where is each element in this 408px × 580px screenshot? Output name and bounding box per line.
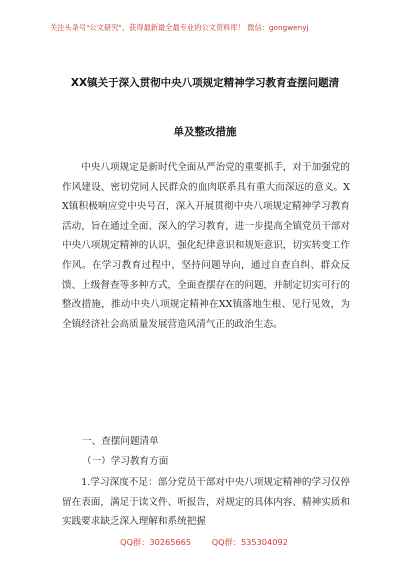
intro-paragraph: 中央八项规定是新时代全面从严治党的重要抓手，对于加强党的作风建设、密切党同人民群众的血肉联系具有重大而深远的意义。XX镇积极响应党中央号召，深入开展贯彻中央八项规定精神学习教育活动，旨在通过全面、深入的学习教育，进一步提高全镇党员干部对中央八项规定精神的认识，强化纪律意识和规矩意识，切实转变工作作风。在学习教育过程中，坚持问题导向，通过自查自纠、群众反馈、上级督查等多种方式，全面查摆存在的问题，并制定切实可行的整改措施，推动中央八项规定精神在XX镇落地生根、见行见效，为全镇经济社会高质量发展营造风清气正的政治生态。 (62, 162, 350, 330)
section-heading-problem-list: 一、查摆问题清单 (82, 436, 159, 447)
header-promo-note: 关注头条号"公文研究"，获得最新最全最专业的公文资料库！ 微信：gongwenyj (50, 23, 309, 32)
document-title-line-2: 单及整改措施 (173, 126, 237, 138)
document-title-line-1: XX镇关于深入贯彻中央八项规定精神学习教育查摆问题清 (70, 77, 340, 89)
item-1-paragraph: 1.学习深度不足：部分党员干部对中央八项规定精神的学习仅停留在表面，满足于读文件、听报告，对规定的具体内容、精神实质和实践要求缺乏深入理解和系统把握 (62, 477, 350, 528)
footer-qq-group-1: QQ群：30265665 (120, 537, 192, 547)
footer-qq-group-2: QQ群：535304092 (211, 537, 288, 547)
item-1-section (62, 473, 350, 532)
footer-contact (0, 537, 408, 548)
intro-section (62, 158, 350, 334)
subsection-heading-study-education: （一）学习教育方面 (82, 456, 169, 467)
